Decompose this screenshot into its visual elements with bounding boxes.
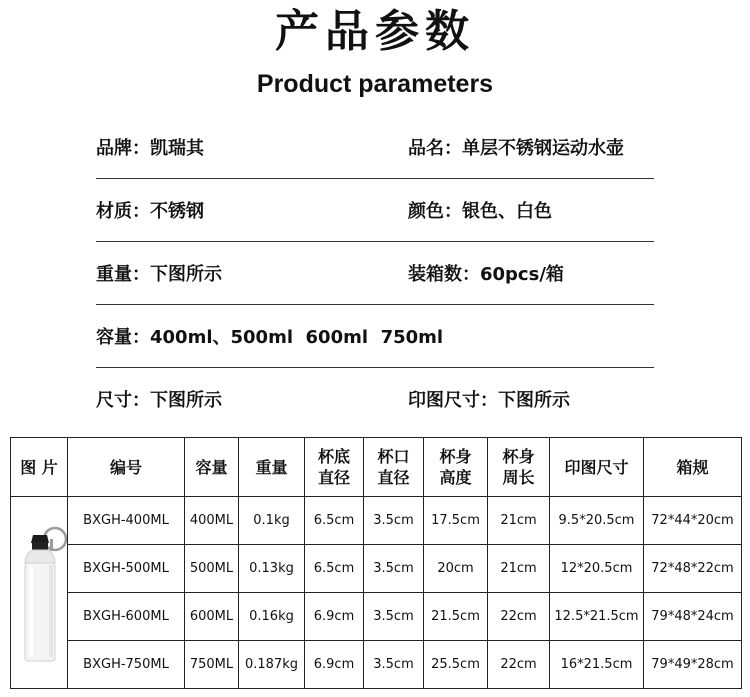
cell-height: 21.5cm — [424, 593, 488, 641]
cell-bottom: 6.9cm — [305, 641, 364, 689]
cell-model: BXGH-750ML — [68, 641, 185, 689]
header-model: 编号 — [68, 438, 185, 497]
cell-print: 12.5*21.5cm — [550, 593, 644, 641]
param-material: 材质：不锈钢 — [96, 201, 204, 222]
table-row — [11, 497, 742, 545]
cell-height: 20cm — [424, 545, 488, 593]
page-title: 产品参数 — [275, 6, 475, 57]
cell-model: BXGH-600ML — [68, 593, 185, 641]
cell-girth: 22cm — [488, 593, 550, 641]
parameter-list — [96, 116, 654, 431]
header-print-size: 印图尺寸 — [550, 438, 644, 497]
param-row — [96, 242, 654, 305]
param-packing: 装箱数：60pcs/箱 — [408, 264, 564, 285]
param-row — [96, 305, 654, 368]
cell-mouth: 3.5cm — [364, 593, 424, 641]
header-image: 图 片 — [11, 438, 68, 497]
param-name: 品名：单层不锈钢运动水壶 — [408, 138, 624, 159]
cell-capacity: 500ML — [185, 545, 239, 593]
page-subtitle: Product parameters — [256, 70, 494, 98]
cell-height: 17.5cm — [424, 497, 488, 545]
param-color: 颜色：银色、白色 — [408, 201, 552, 222]
cell-girth: 22cm — [488, 641, 550, 689]
param-weight: 重量：下图所示 — [96, 264, 222, 285]
param-capacity: 容量：400ml、500ml 600ml 750ml — [96, 327, 444, 348]
param-row — [96, 368, 654, 431]
header-bottom-diameter — [305, 438, 364, 497]
cell-bottom: 6.5cm — [305, 545, 364, 593]
header-weight: 重量 — [239, 438, 305, 497]
header-line: 直径 — [317, 468, 350, 487]
table-header-row — [11, 438, 742, 497]
cell-print: 12*20.5cm — [550, 545, 644, 593]
cell-capacity: 600ML — [185, 593, 239, 641]
header-line: 杯身 — [439, 447, 472, 466]
header-line: 杯底 — [317, 447, 350, 466]
cell-weight: 0.16kg — [239, 593, 305, 641]
header-line: 高度 — [439, 468, 472, 487]
cell-carton: 72*48*22cm — [644, 545, 742, 593]
header-line: 杯身 — [502, 447, 535, 466]
cell-model: BXGH-400ML — [68, 497, 185, 545]
param-row — [96, 179, 654, 242]
product-image-cell — [11, 497, 68, 689]
param-brand: 品牌：凯瑞其 — [96, 138, 204, 159]
cell-carton: 79*48*24cm — [644, 593, 742, 641]
header-mouth-diameter — [364, 438, 424, 497]
cell-height: 25.5cm — [424, 641, 488, 689]
table-row — [11, 593, 742, 641]
cell-girth: 21cm — [488, 545, 550, 593]
cell-weight: 0.13kg — [239, 545, 305, 593]
cell-print: 16*21.5cm — [550, 641, 644, 689]
spec-table — [10, 437, 742, 689]
cell-weight: 0.187kg — [239, 641, 305, 689]
cell-carton: 79*49*28cm — [644, 641, 742, 689]
header-line: 杯口 — [377, 447, 410, 466]
cell-girth: 21cm — [488, 497, 550, 545]
header-carton: 箱规 — [644, 438, 742, 497]
table-row — [11, 641, 742, 689]
cell-print: 9.5*20.5cm — [550, 497, 644, 545]
cell-mouth: 3.5cm — [364, 545, 424, 593]
param-row — [96, 116, 654, 179]
param-print-size: 印图尺寸：下图所示 — [408, 390, 570, 411]
header-height — [424, 438, 488, 497]
cell-model: BXGH-500ML — [68, 545, 185, 593]
cell-bottom: 6.5cm — [305, 497, 364, 545]
cell-mouth: 3.5cm — [364, 497, 424, 545]
cell-bottom: 6.9cm — [305, 593, 364, 641]
header-line: 周长 — [502, 468, 535, 487]
header-line: 直径 — [377, 468, 410, 487]
param-size: 尺寸：下图所示 — [96, 390, 222, 411]
header-girth — [488, 438, 550, 497]
cell-mouth: 3.5cm — [364, 641, 424, 689]
cell-weight: 0.1kg — [239, 497, 305, 545]
table-row — [11, 545, 742, 593]
cell-capacity: 400ML — [185, 497, 239, 545]
cell-carton: 72*44*20cm — [644, 497, 742, 545]
cell-capacity: 750ML — [185, 641, 239, 689]
header-capacity: 容量 — [185, 438, 239, 497]
bottle-icon — [13, 525, 68, 665]
